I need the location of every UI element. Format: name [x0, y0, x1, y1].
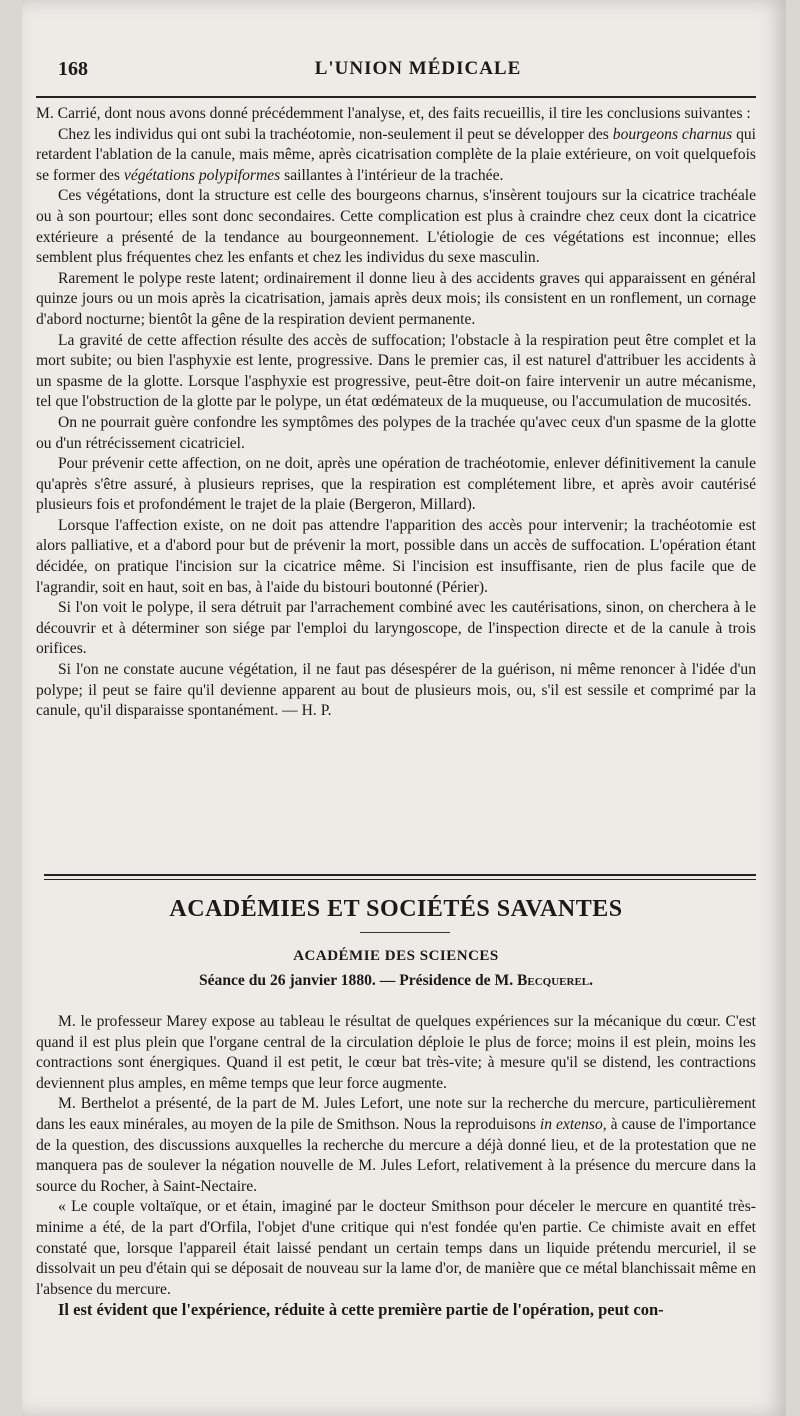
- section-divider-thin: [44, 879, 756, 880]
- paragraph: Pour prévenir cette affection, on ne doit, après une opération de trachéotomie, enlever définitivement la canule qu'après s'être assuré, à plusieurs reprises, que la respiration est complétement libre, et après avoir cautérisé plusieurs fois et profondément le trajet de la plaie (Bergeron, Millard).: [36, 455, 756, 514]
- header-rule: [36, 96, 756, 98]
- session-text: Séance du 26 janvier 1880. — Présidence de M.: [198, 972, 517, 989]
- heading-rule: [360, 932, 450, 933]
- italic-term: bourgeons charnus: [612, 125, 733, 143]
- paragraph: Lorsque l'affection existe, on ne doit pas attendre l'apparition des accès pour intervenir; la trachéotomie est alors palliative, et a d'abord pour but de prévenir la mort, possible dans un accès de suffocation. L'opération étant décidée, on pratique l'incision sur la cicatrice même. Si l'incision est insuffisante, rien de plus facile que de l'agrandir, soit en haut, soit en bas, à l'aide du bistouri boutonné (Périer).: [36, 516, 756, 596]
- text-run: qui retardent l'ablation de la canule, mais même, après cicatrisation complète de la plaie extérieure, on voit quelquefois se former des: [36, 125, 756, 184]
- italic-term: végétations polypiformes: [123, 166, 281, 184]
- section-divider-thick: [44, 874, 756, 876]
- text-run: saillantes à l'intérieur de la trachée.: [280, 166, 504, 184]
- text-run: Chez les individus qui ont subi la trachéotomie, non-seulement il peut se développer des: [58, 125, 613, 143]
- paragraph: La gravité de cette affection résulte des accès de suffocation; l'obstacle à la respiration peut être complet et la mort subite; ou bien l'asphyxie est lente, progressive. Dans le premier cas, il est naturel d'attribuer les accidents à un spasme de la glotte. Lorsque l'asphyxie est progressive, peut-être doit-on faire intervenir un autre mécanisme, tel que l'obstruction de la glotte par le polype, un état œdémateux de la muqueuse, ou l'accumulation de mucosités.: [36, 331, 756, 411]
- text-run: , à cause de l'importance de la question, des discussions auxquelles la recherche du mercure a déjà donné lieu, et de la protestation que ne manquera pas de soulever la négation nouvelle de M. Jules Lefort, relativement à la présence du mercure dans la source du Rocher, à Saint-Nectaire.: [36, 1115, 756, 1195]
- page-header: [58, 58, 778, 88]
- section-heading: ACADÉMIES ET SOCIÉTÉS SAVANTES: [169, 896, 623, 922]
- article-text: [36, 104, 756, 722]
- session-end: .: [589, 972, 594, 989]
- paragraph: Ces végétations, dont la structure est celle des bourgeons charnus, s'insèrent toujours sur la cicatrice trachéale ou à son pourtour; elles sont donc secondaires. Cette complication est plus à craindre chez ceux dont la cicatrice extérieure a présenté de la tendance au bourgeonnement. L'étiologie de ces végétations est inconnue; elles semblent plus fréquentes chez les enfants et chez les individus du sexe masculin.: [36, 187, 756, 267]
- section-text: [36, 1012, 756, 1321]
- paragraph: [36, 125, 756, 187]
- paragraph: [36, 1094, 756, 1197]
- paragraph: Si l'on voit le polype, il sera détruit par l'arrachement combiné avec les cautérisations, sinon, on cherchera à le découvrir et à déterminer son siége par l'emploi du laryngoscope, de l'inspection directe et de la canule à trois orifices.: [36, 599, 756, 658]
- paragraph: M. le professeur Marey expose au tableau le résultat de quelques expériences sur la mécanique du cœur. C'est quand il est plus plein que l'organe central de la circulation déploie le plus de force; moins il est plein, moins les contractions sont énergiques. Quand il est petit, le cœur bat très-vite; à mesure qu'il se distend, les contractions deviennent plus amples, en même temps que leur force augmente.: [36, 1013, 756, 1092]
- subheading: ACADÉMIE DES SCIENCES: [293, 948, 499, 964]
- paragraph: « Le couple voltaïque, or et étain, imaginé par le docteur Smithson pour déceler le mercure en quantité très-minime a été, de la part d'Orfila, l'objet d'une critique qui n'est fondée qu'en partie. Ce chimiste avait en effet constaté que, lorsque l'appareil était laissé pendant un certain temps dans un liquide prétendu mercuriel, il se dissolvait un peu d'étain qui se déposait de nouveau sur la lame d'or, de manière que ce métal blanchissait même en l'absence du mercure.: [36, 1198, 756, 1298]
- paragraph: Rarement le polype reste latent; ordinairement il donne lieu à des accidents graves qui apparaissent en général quinze jours ou un mois après la cicatrisation, jamais après deux mois; ils consistent en un ronflement, un cornage d'abord nocturne; bientôt la gêne de la respiration devient permanente.: [36, 269, 756, 328]
- text-run: M. Berthelot a présenté, de la part de M. Jules Lefort, une note sur la recherche du mercure, particulièrement dans les eaux minérales, au moyen de la pile de Smithson. Nous la reproduisons: [36, 1095, 756, 1133]
- session-line: [36, 972, 756, 990]
- journal-title: L'UNION MÉDICALE: [314, 58, 522, 79]
- paragraph: Il est évident que l'expérience, réduite à cette première partie de l'opération, peut con-: [58, 1300, 664, 1320]
- page-number: 168: [58, 58, 88, 80]
- italic-term: in extenso: [539, 1115, 603, 1133]
- paragraph: M. Carrié, dont nous avons donné précédemment l'analyse, et, des faits recueillis, il tire les conclusions suivantes :: [36, 105, 751, 122]
- paragraph: On ne pourrait guère confondre les symptômes des polypes de la trachée qu'avec ceux d'un spasme de la glotte ou d'un rétrécissement cicatriciel.: [36, 413, 756, 452]
- paragraph: Si l'on ne constate aucune végétation, il ne faut pas désespérer de la guérison, ni même renoncer à l'idée d'un polype; il peut se faire qu'il devienne apparent au bout de plusieurs mois, ou, s'il est sessile et comprimé par la canule, qu'il disparaisse spontanément. — H. P.: [36, 661, 756, 720]
- president-name: Becquerel: [517, 972, 590, 989]
